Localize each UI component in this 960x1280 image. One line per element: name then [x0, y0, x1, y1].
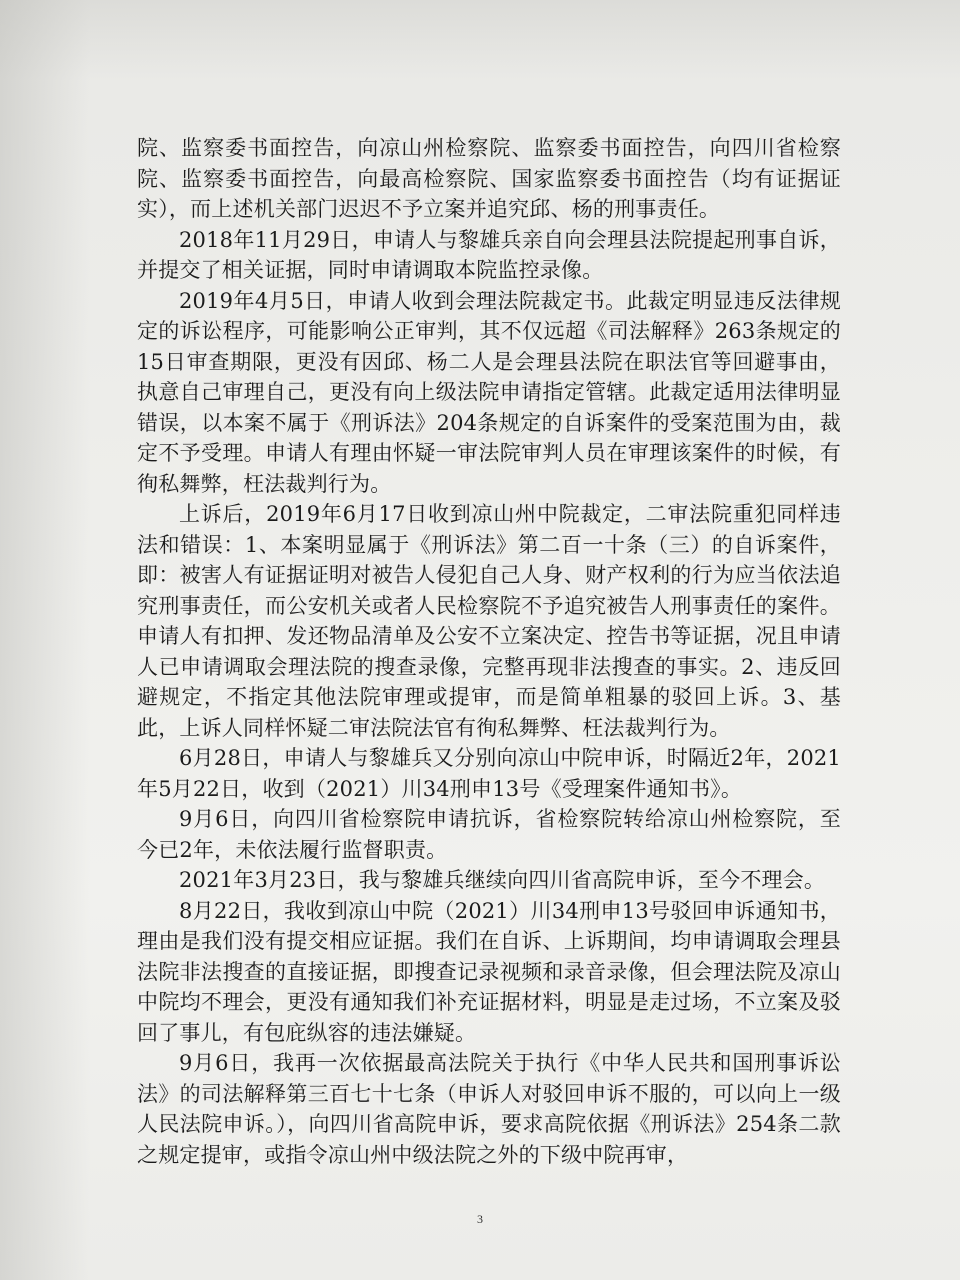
document-body	[137, 133, 841, 1170]
paragraph-self-prosecution: 2018年11月29日，申请人与黎雄兵亲自向会理县法院提起刑事自诉，并提交了相关证据，同时申请调取本院监控录像。	[137, 227, 841, 282]
paragraph-protest-procuratorate: 9月6日，向四川省检察院申请抗诉，省检察院转给凉山州检察院，至今已2年，未依法履行监督职责。	[137, 807, 841, 862]
page-shadow-left	[0, 0, 90, 1280]
paragraph-petition-high-court: 2021年3月23日，我与黎雄兵继续向四川省高院申诉，至今不理会。	[179, 868, 826, 892]
paragraph-renewed-petition: 9月6日，我再一次依据最高法院关于执行《中华人民共和国刑事诉讼法》的司法解释第三百七十七条（申诉人对驳回申诉不服的，可以向上一级人民法院申诉。），向四川省高院申诉，要求高院依据《刑诉法》254条二款之规定提审，或指令凉山州中级法院之外的下级中院再审，	[137, 1051, 841, 1167]
paragraph-petition-intermediate-court: 6月28日，申请人与黎雄兵又分别向凉山中院申诉，时隔近2年，2021年5月22日，收到（2021）川34刑申13号《受理案件通知书》。	[137, 746, 841, 801]
paragraph-first-ruling: 2019年4月5日，申请人收到会理法院裁定书。此裁定明显违反法律规定的诉讼程序，可能影响公正审判，其不仅远超《司法解释》263条规定的15日审查期限，更没有因邱、杨二人是会理县法院在职法官等回避事由，执意自己审理自己，更没有向上级法院申请指定管辖。此裁定适用法律明显错误，以本案不属于《刑诉法》204条规定的自诉案件的受案范围为由，裁定不予受理。申请人有理由怀疑一审法院审判人员在审理该案件的时候，有徇私舞弊，枉法裁判行为。	[137, 288, 841, 496]
paragraph-continued: 院、监察委书面控告，向凉山州检察院、监察委书面控告，向四川省检察院、监察委书面控告，向最高检察院、国家监察委书面控告（均有证据证实），而上述机关部门迟迟不予立案并追究邱、杨的刑事责任。	[137, 136, 841, 221]
page-shadow-top	[0, 0, 960, 80]
paragraph-appeal: 上诉后，2019年6月17日收到凉山州中院裁定，二审法院重犯同样违法和错误：1、本案明显属于《刑诉法》第二百一十条（三）的自诉案件，即：被害人有证据证明对被告人侵犯自己人身、财产权利的行为应当依法追究刑事责任，而公安机关或者人民检察院不予追究被告人刑事责任的案件。申请人有扣押、发还物品清单及公安不立案决定、控告书等证据，况且申请人已申请调取会理法院的搜查录像，完整再现非法搜查的事实。2、违反回避规定，不指定其他法院审理或提审，而是简单粗暴的驳回上诉。3、基此，上诉人同样怀疑二审法院法官有徇私舞弊、枉法裁判行为。	[137, 502, 841, 740]
page-number: 3	[477, 1212, 483, 1226]
paragraph-rejection-notice: 8月22日，我收到凉山中院（2021）川34刑申13号驳回申诉通知书，理由是我们没有提交相应证据。我们在自诉、上诉期间，均申请调取会理县法院非法搜查的直接证据，即搜查记录视频和录音录像，但会理法院及凉山中院均不理会，更没有通知我们补充证据材料，明显是走过场，不立案及驳回了事儿，有包庇纵容的违法嫌疑。	[137, 898, 841, 1045]
